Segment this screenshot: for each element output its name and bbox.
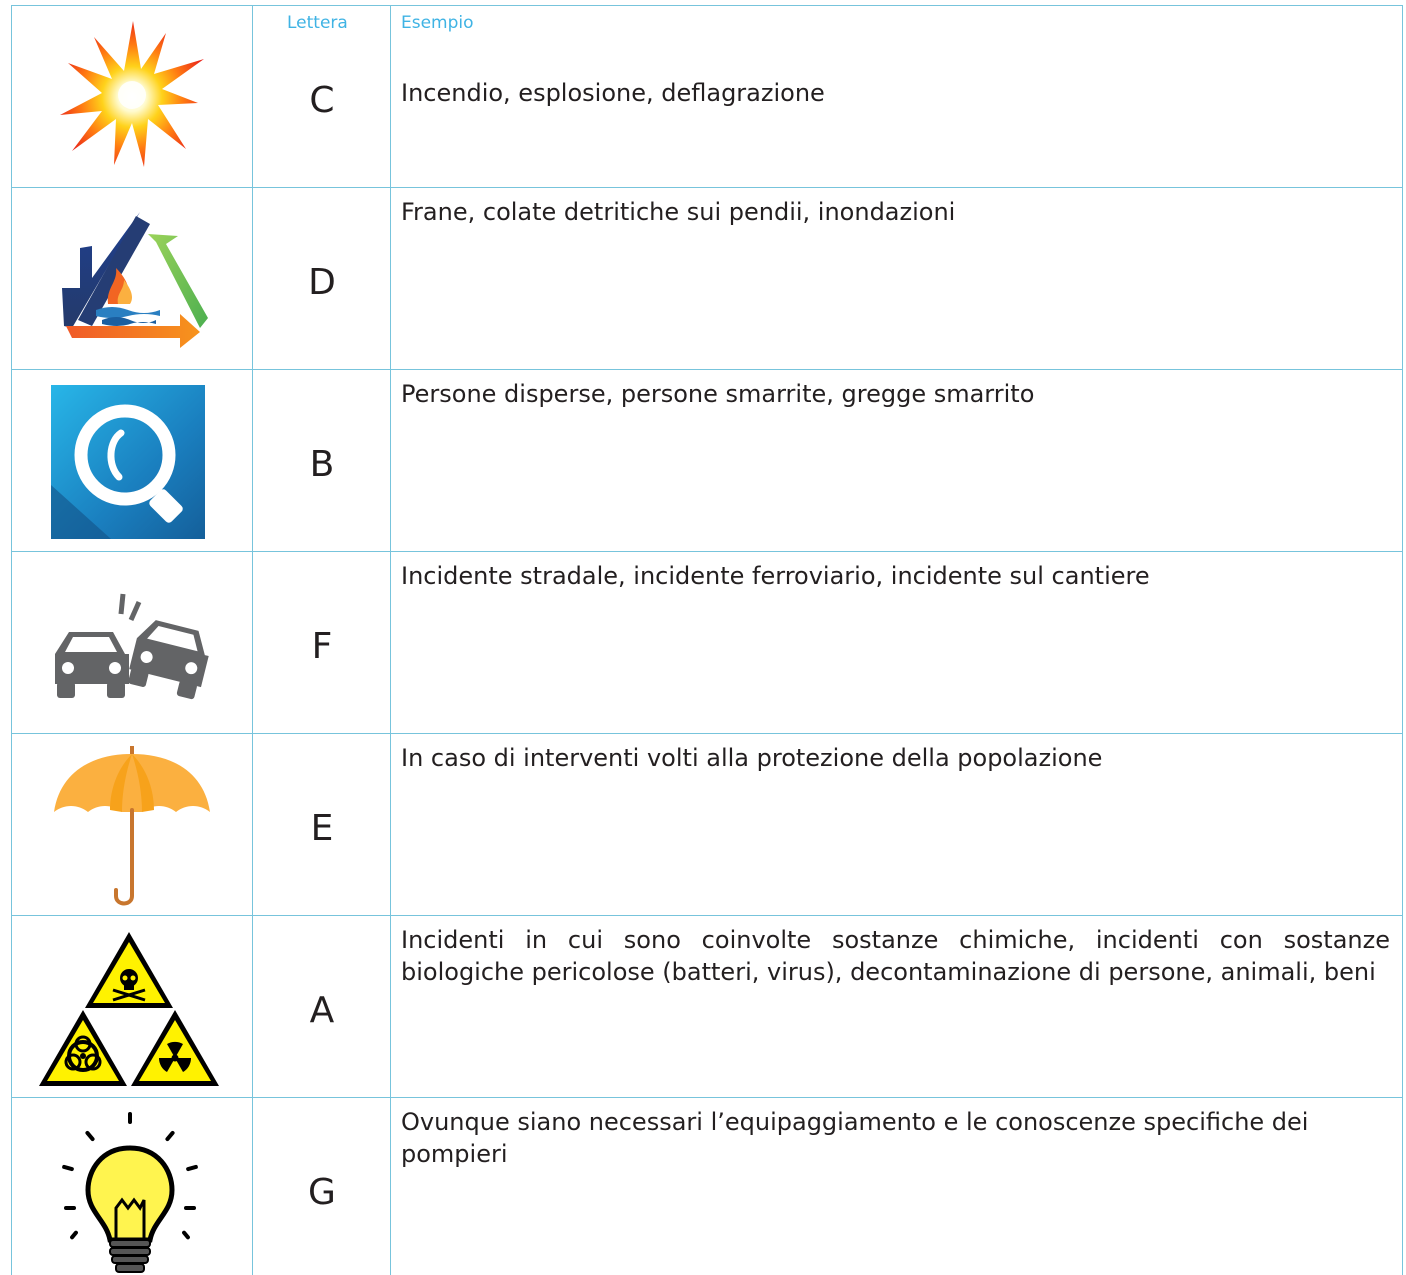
category-letter: C [309, 80, 335, 121]
icon-cell [12, 188, 253, 370]
letter-cell [253, 1098, 391, 1275]
category-letter: D [308, 262, 336, 303]
column-header-letter: Lettera [287, 13, 348, 33]
table-row [12, 552, 1403, 734]
icon-cell [12, 370, 253, 552]
hazard-signs-icon [39, 928, 219, 1090]
example-text: Incidente stradale, incidente ferroviario, incidente sul cantiere [401, 562, 1150, 590]
example-cell [391, 1098, 1403, 1275]
example-text: Incendio, esplosione, deflagrazione [401, 79, 825, 107]
icon-cell [12, 916, 253, 1098]
example-cell [391, 734, 1403, 916]
example-text: Incidenti in cui sono coinvolte sostanze chimiche, incidenti con sostanze biologiche pericolose (batteri, virus), decontaminazione di persone, animali, beni [401, 926, 1390, 986]
category-letter: G [308, 1172, 336, 1213]
example-cell [391, 188, 1403, 370]
letter-cell [253, 916, 391, 1098]
letter-cell [253, 370, 391, 552]
table-row [12, 734, 1403, 916]
example-cell [391, 370, 1403, 552]
table-row [12, 1098, 1403, 1275]
letter-cell [253, 734, 391, 916]
category-letter: A [309, 990, 335, 1031]
natural-hazard-triangle-icon [52, 208, 212, 348]
car-crash-icon [51, 592, 211, 702]
intervention-table [11, 5, 1403, 1275]
biohazard-sign [39, 1010, 127, 1086]
icon-cell [12, 6, 253, 188]
icon-cell [12, 1098, 253, 1275]
example-cell [391, 552, 1403, 734]
table-row [12, 916, 1403, 1098]
letter-cell [253, 188, 391, 370]
lightbulb-icon [50, 1108, 210, 1274]
icon-cell [12, 734, 253, 916]
umbrella-icon [52, 746, 212, 908]
example-text: Persone disperse, persone smarrite, gregge smarrito [401, 380, 1035, 408]
example-text: In caso di interventi volti alla protezione della popolazione [401, 744, 1103, 772]
category-letter: F [311, 626, 333, 667]
icon-cell [12, 552, 253, 734]
table-row [12, 6, 1403, 188]
letter-cell [253, 552, 391, 734]
example-text: Ovunque siano necessari l’equipaggiamento e le conoscenze specifiche dei pompieri [401, 1108, 1309, 1168]
column-header-example: Esempio [401, 13, 474, 33]
category-letter: E [310, 808, 334, 849]
example-cell [391, 916, 1403, 1098]
explosion-icon [58, 19, 208, 169]
radiation-sign [131, 1010, 219, 1086]
category-letter: B [309, 444, 335, 485]
example-cell [391, 6, 1403, 188]
table-row [12, 370, 1403, 552]
toxic-sign [85, 932, 173, 1008]
letter-cell [253, 6, 391, 188]
example-text: Frane, colate detritiche sui pendii, inondazioni [401, 198, 956, 226]
table-row [12, 188, 1403, 370]
magnifier-search-icon [51, 385, 205, 539]
